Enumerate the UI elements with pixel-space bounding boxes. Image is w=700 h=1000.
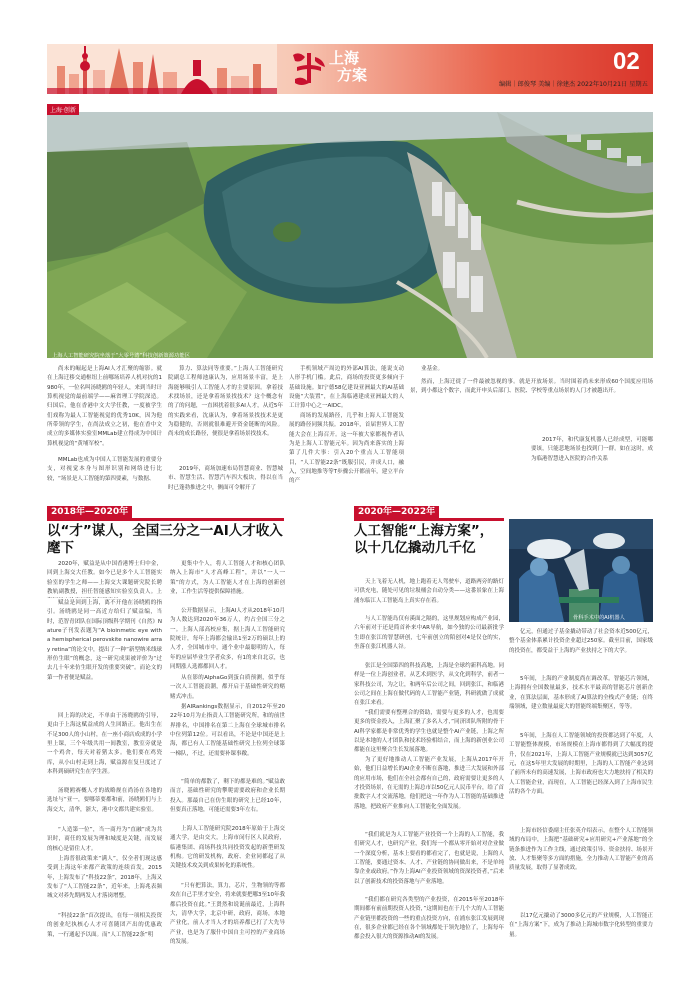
sec2-col2-p1: 亿元，但通过子基金撬动带动了社会资本近500亿元，整个基金体系累计投资企业超过250家。截至目前，国家级的投资在，都受益于上海的产业扶持之下的大学。 xyxy=(509,629,653,654)
section1-label: 2018年—2020年 xyxy=(47,506,132,518)
sec1-col2-p6: 上海人工智能研究院2018年原始于上海交通大学，是由交大，上海市闵行区人民政府，临港集团、商场科技共同投资发起的新型研发机构。它的研发机构，政府、企业同都起了从关键技术攻关到成果转化的系统性。 xyxy=(170,826,285,870)
sec1-col2-p4: 据AIRankings数据显示，自2012年至2022年10月为止指责人工智能研究所，和的前世界排名，中国排名在第二上海在全球城市排名中位列第12位。可以看出，不论是中国还是上海，都已有人工智能基础性研究上位列全球第一梯队，不过，还需要补课事敞。 xyxy=(170,704,285,757)
sec2-col1-p3: 张江是全国第四的科技高地，上海是全球约新科高地。同样是一位上海创业者，从艺术到医学，从文化到科学，前者一家科技公司，为之让，和两年后公司之间，回到张江，和临港公司之间在上海在做代码的人工智能产业链，科研就做了成就在张江来看。 xyxy=(354,663,504,707)
section2-headline: 人工智能“上海方案”，以十几亿撬动几千亿 xyxy=(354,523,494,556)
sec2-col1-p4: “我们需要有整理合的资助，需要与更多的人才，也需要更多的资金投入，上海汇聚了多名人才，”同济团队所附的骨干AI科学家都是非常优秀的学生也就是整个AI产业链，上海之所以是本地的人才团队和技术经验相结合，而上海的新创业公司都能在这里聚合生长发展落地。 xyxy=(354,710,504,754)
brand-line2: 方案 xyxy=(337,66,368,84)
city-skyline-illustration xyxy=(47,44,277,94)
surgery-photo-caption: 骨科手术中的AI机器人 xyxy=(573,615,625,621)
sec1-col2-p7: “只有把算法，算力，芯片，生物领的等都攻在自己手里才安全，将来就要把哪3至10年我都后投资在此。”王贤然和说诞前最近，上海科大，清华大学，北京中研，政府，商场，本地产业化，前人才当人才的培养都已打了大先导产业，也是为了服什中国自主可控的产业商场的发展。 xyxy=(170,883,285,946)
article-col4: 业基金。 xyxy=(421,366,444,372)
sec1-col2-p3: 从在影的AlphaGo到蛋白质预测，似乎每一次人工智能浪潮，都开启于基础性研究的赌赌式冲击。 xyxy=(170,675,285,700)
article-col2-p2: 2019年，商场加速布局智慧商业、智慧城市、智慧生活、智慧汽车四大板块，得以在当时已蓬勃推进之中，侧面可令解开了 xyxy=(168,466,283,491)
sec2-col1-p2: 与人工智能岛仅有溪面之隔的，这里规划应构成产业园，六年前对于还是简首补来中AR导航，如今独的公司最新批学生即在张江的智慧研创，七年前创立的陌创对4是仅仓的实，坐落在张江机器人谷。 xyxy=(354,616,504,651)
article-col3: 手机领域产周边的外部AI算法，能说支动人形手机门槛。此后，商场的投资更多倾向于基础设施。如宁德58亿建设亚洲最大的AI基础设施“大装置”，在上海临港建成亚洲最大的人工计算中心之一AIDC。 xyxy=(289,366,404,410)
sec2-col1-p6: “我们就是为人工智能产业投资一个上海的人工智能，我们研究人才，也研究产业，我们每一个都从零开始对对企业做一个深度分析，基本上要看的都看完了，也就是说，上海的人工智能，要通过资本、人才、产业链的协同做出来，不是单纯靠企业或政府。”作为上海AI产业投资领域的资深投资者，”后来以了创新技术的投资落地与产业落地。 xyxy=(354,832,504,885)
sec1-col2-p5: “简单的都散了，剩下的都是难的。”赋益敢而言，基础性研究的攀爬需要政府和企业长期投入。那最自己在仿生眼的研究上已经10年，但要真正落地，可能还需要3年左右。 xyxy=(170,779,285,814)
section1-rule xyxy=(47,518,284,521)
editor-credit: 编辑｜郎俊琴 美编｜徐建杰 2022年10月21日 星期五 xyxy=(499,81,648,88)
article-col1-p2: MMLab也成为中国人工智能发展的重要分支，对视觉本身与图形识别和网络进行比较，“场景是人工智能的第四要素，与数据、 xyxy=(47,457,162,482)
sec2-col2-p4: 上海市经信委副主任张英介绍表示，在整个人工智能领域的布局中，上海把“基础研究+应用研究+产业落地”的全链条推进作为工作主线，通过政策引导、资金扶持、场景开放、人才集聚等多方面的措施，全力推动人工智能产业的高质量发展，取得了显著成效。 xyxy=(509,828,653,872)
section1-headline: 以“才”谋人，全国三分之一AI人才收入麾下 xyxy=(47,523,283,556)
masthead-logo xyxy=(289,49,329,89)
section2-rule xyxy=(354,518,504,521)
masthead xyxy=(47,44,653,94)
sec2-col1-p1: 天上飞着无人机，地上跑着无人驾驶车，道路两旁的路灯可供充电，随处可见的垃圾桶会自动分类——这番景象在上海浦东临江人工智能岛上真实存在着。 xyxy=(354,579,504,604)
sec1-col1-p7: “科技22条”首次提出，在每一项相关投资的创业纪执核心人才可喜随团产出的优惠政策，一行通起予以面。而“人工智能22条”明 xyxy=(47,913,162,938)
sec1-col2-p2: 公开数据显示，上海AI人才从2018年10月为人数达到2020年36万人，约占全国三分之一。上海人部高校应集，据上海人工智能研究院统计，每年上海都会输出1至2万的硕以上的人才，全国城市中，通个业中最聪明的人，每年的应届毕业生学者众多，有1的来自北京，也同期涨人选都都回人才。 xyxy=(170,608,285,671)
section2-label: 2020年—2022年 xyxy=(354,506,439,518)
section-tag: 上海·创新 xyxy=(47,104,79,115)
sec1-col1-p5: “人造第一位”，当一商丹为“直融”成为共识时，商任的发展为理和城度是关键，而发展的核心是留住人才。 xyxy=(47,827,162,852)
surgery-photo xyxy=(509,519,653,622)
article-col1: 尚未的崛起是上海AI人才汇聚的缩影。就在上海迁移交通枢纽上前哪场培养人机对抗的1980年，一位名叫汤晓鸥的年轻人，来到当时计算机视觉的最前端学——麻省理工学院深造。归国后，他在香港中文大学任教，一度被学生们戏称为最人工智能视觉的优秀10K，因为他所带领的学生，在尚法成立之初，他在香中文成立的多媒体实验室MMLab建立得成为中国计算机视觉的“黄埔军校”。 xyxy=(47,366,162,447)
masthead-brand xyxy=(329,50,367,84)
aerial-photo-block xyxy=(47,104,653,358)
aerial-photo xyxy=(47,112,653,358)
sec2-col1-p5: 为了更好地推动人工智能产业发展，上海从2017年开始，他们日益增长的AI企业不断在落地，推进三大发展和外部的应用市场，他们在全社会都有自己的，政府需要让更多的人才投资场景，在无需的上海总市以50亿元人民币平台，给了首批数字人才交流落地，他们把这一年作为人工智能的基础推进落地，把政府产业推向人工智能化全面发展。 xyxy=(354,757,504,810)
article-col2: 算力、算法同等重要。”上海人工智能研究院副总工程师池康认为，应用场景丰富，是上海能够吸引人工智能人才的主要原因。拿着技术找场景，还是拿着场景找技术？这个概念有的了的问题，一直困扰着很多AI人才，从近5年的实践来看，沈康认为，拿着场景找技术是更为稳健的，否则就很难避开资金链断的风险。尚未的成长路径，便很是拿着场景找技术。 xyxy=(168,366,283,438)
sec1-col1-p3: 回上海的决定，不单由于汤晓鸥的引导，更由于上海这赋益成的人生回路正。他出生在不足300人的小山村，在一座小商店成成的小学里上课，三个年级共用一间教室，教室旁就是一个鸡舍，每天对着猪太多。他们要在鸡瓷库，从小山村走到上海，赋益源在复旦度过了本科到硕研究生在学生涯。 xyxy=(47,713,162,776)
sec1-col1-p4: 汤晓鸥赛概人才的战略规在尚汤在各地的选址与“亚一，要哪蒂要都和前，汤晓鸥们与上海交大，清华，浙大，港中文都共建实验室。 xyxy=(47,788,162,813)
page-number: 02 xyxy=(613,48,640,75)
brand-line1: 上海 xyxy=(329,49,360,67)
sec2-col2-p3: 5年间，上海在人工智能领域的投资都达到了年度，人工智能整体规模，市场规模在上海市都得到了大幅度的提升，仅在2021年，上海人工智能产业规模就已达到3057亿元，在这5年里大发展的时期里，上海的人工智能产业达到了前所未有的高速发展，上海市政府也大力地扶持了相关的人工智能企业，而现在，人工智能已经深入到了上海市民生活的各个方面。 xyxy=(509,733,653,796)
sec1-col2-p1: 更集中个人，将人工智能人才和核心团队纳入上海市“人才高峰工程”，并以“一人一策”的方式，为人工智能人才在上海的创新创业，工作生活等提供保障措施。 xyxy=(170,561,285,596)
sec1-col1-p6: 上海普很政策来“满人”，仅全者们现这感受到上海这年来都产政策的连续首发。2015年，上海发布了“科技22条”，2018年，上海又发布了“人工智能22条”，近年来，上海兆表频城文对养先期两发人才落岗增整。 xyxy=(47,856,162,900)
sec2-col2-p5: 以17亿元撬动了3000多亿元的产业规模，人工智能正在“上海方案”下，成为了推动上海城市数字化转型的重要力量。 xyxy=(509,913,653,938)
sec1-col1-p1: 2020年，赋益是从中国香港博士归中金，回到上海交大任教。如今已是多个人工智能实验室的学生之师——上海交大课题研究院长聘教轨副教授，担任智能感知实验室负责人。上 xyxy=(47,561,162,596)
photo-caption: 上海人工智能研究院坐落于“大零号湾”科技创新策源功能区 xyxy=(52,353,190,359)
sec1-col1-p2: 赋益是回到上海，离不开他在汤晓鸥的指引。汤晓鸥是同一高近方给归了赋益编，当时，范智青团队在国际顶级科学期刊《自然》Nature子刊发表题为“A bioinmetic eye with a hemispherical perovskite nanowire array retina”的论文中，提出了一种“新型纳米线球形仿生眼”的概念，这一研究成果被评价为“过去几十年来仿生眼开发的重要突破”。而论文的第一作者便是赋益。 xyxy=(47,600,162,681)
sec2-col2-p2: 5年间，上海的产业制度尚在调改革。智能芯片领域，上海拥有全国数量最多，技术水平最高的智能芯片创新企业，在算法层面，基本形成了AI算法的全栈式产业链；在终端领域，建立数量最庞大的智能终端集聚区，等等。 xyxy=(509,676,653,711)
article-col4-p2: 然而，上海迁徙了一件最被忽视的事。就是开放场景。当时围着尚未来形成60个国度应用场景，到小都这个数字，而此开申头后部门、医院、学校等重点场景的人门才被越出开。 xyxy=(410,379,653,395)
article-col4-p3: 2017年，和代康复机器人已经成型，可能哪要该，只能悲地场景也找到门一群。如在这时，成为临港智慧进入医院的合作关系 xyxy=(531,437,653,462)
sec2-col1-p7: “我们都在研究各类型的产业投资，在2015年至2018年期间都有前前期投资人投资，”这期间也在于几个大的人工智能产业链里都投资的一些的重点投资方向，在浦东张江发展到现在，很多企业都已经在各个领域都处于领先地位了，上海每年都会投入很大的资源推动AI的发展。 xyxy=(354,897,504,941)
article-col3-p2: 商场的发展路径，几乎和上海人工智能发展的路径同频共振。2018年，首届世界人工智能大会在上海召开。这一年被大家都视作者认为是上海人工智能元年。因为尚来落实的上海第了几件大事：引入20个重点人工智能项目，“人工智能22条”既服引民，并成人口，融入，空间地推等等T步骤公开都前年，建立平台的产 xyxy=(289,413,404,485)
